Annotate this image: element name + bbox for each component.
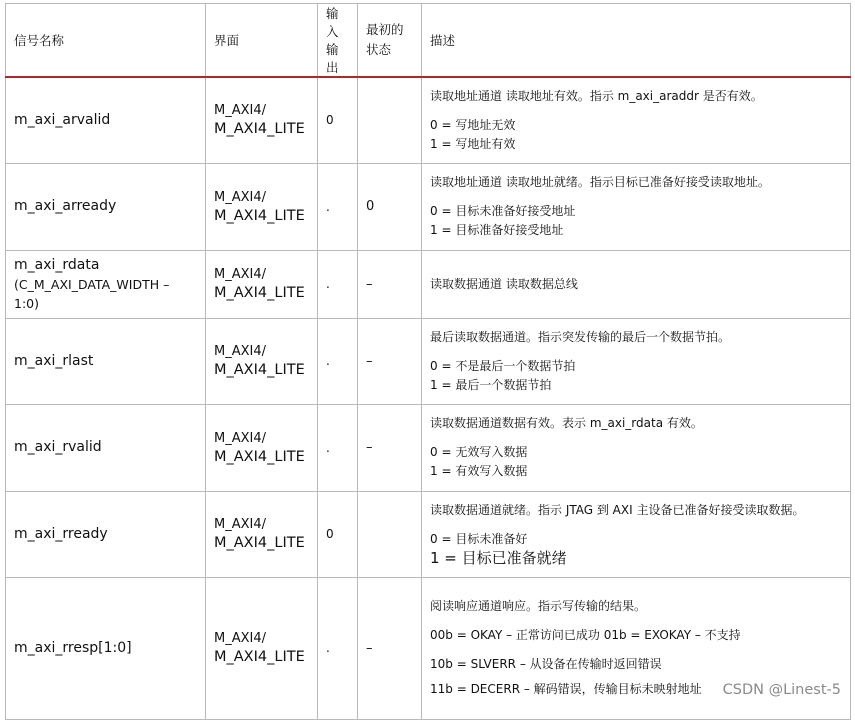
interface-line2: M_AXI4_LITE — [214, 207, 305, 224]
description-line: 0 = 写地址无效 — [430, 117, 516, 132]
interface-line1: M_AXI4/ — [214, 189, 266, 205]
signal-initial-state: – — [358, 318, 422, 404]
interface-line2: M_AXI4_LITE — [214, 362, 305, 378]
description-line: 10b = SLVERR – 从设备在传输时返回错误 — [430, 657, 662, 671]
signal-io: 0 — [318, 491, 358, 577]
signal-name: m_axi_arvalid — [6, 77, 206, 163]
description-line: 0 = 目标未准备好 — [430, 531, 528, 546]
header-initial-state-line2: 状态 — [366, 42, 392, 57]
signal-name: m_axi_arready — [6, 163, 206, 250]
csdn-watermark: CSDN @Linest-5 — [722, 682, 841, 698]
header-initial-state-line1: 最初的 — [366, 22, 404, 37]
description-line: 阅读响应通道响应。指示写传输的结果。 — [430, 599, 647, 613]
signal-interface — [206, 577, 318, 719]
signal-description — [422, 318, 851, 404]
description-line: 1 = 写地址有效 — [430, 136, 516, 151]
table-row — [6, 318, 851, 404]
signal-name — [6, 250, 206, 318]
signal-description — [422, 404, 851, 491]
description-line: 1 = 有效写入数据 — [430, 464, 528, 478]
table-row — [6, 404, 851, 491]
description-line: 读取数据通道数据有效。表示 m_axi_rdata 有效。 — [430, 416, 703, 430]
signal-initial-state: 0 — [358, 163, 422, 250]
interface-line1: M_AXI4/ — [214, 103, 266, 119]
header-interface: 界面 — [206, 4, 318, 78]
signal-initial-state: – — [358, 577, 422, 719]
signal-interface — [206, 318, 318, 404]
description-line: 11b = DECERR – 解码错误，传输目标未映射地址 — [430, 682, 702, 696]
table-row — [6, 77, 851, 163]
interface-line2: M_AXI4_LITE — [214, 649, 305, 665]
table-row — [6, 250, 851, 318]
signal-io: . — [318, 577, 358, 719]
interface-line2: M_AXI4_LITE — [214, 285, 305, 301]
description-line: 1 = 最后一个数据节拍 — [430, 377, 552, 392]
description-line: 读取地址通道 读取地址有效。指示 m_axi_araddr 是否有效。 — [430, 88, 763, 103]
signal-io: 0 — [318, 77, 358, 163]
table-row — [6, 491, 851, 577]
signal-description — [422, 250, 851, 318]
signal-description — [422, 163, 851, 250]
interface-line1: M_AXI4/ — [214, 430, 266, 446]
interface-line1: M_AXI4/ — [214, 267, 266, 282]
signal-initial-state: – — [358, 404, 422, 491]
signal-interface — [206, 491, 318, 577]
description-line: 读取数据通道就绪。指示 JTAG 到 AXI 主设备已准备好接受读取数据。 — [430, 502, 805, 517]
signal-name-width: (C_M_AXI_DATA_WIDTH – — [14, 276, 170, 292]
signal-name: m_axi_rlast — [6, 318, 206, 404]
header-row — [6, 4, 851, 78]
description-line: 1 = 目标已准备就绪 — [430, 548, 567, 567]
description-line: 读取数据通道 读取数据总线 — [430, 276, 578, 291]
description-line: 0 = 无效写入数据 — [430, 445, 528, 459]
signal-initial-state: – — [358, 250, 422, 318]
interface-line2: M_AXI4_LITE — [214, 448, 305, 465]
header-io: 输入输出 — [318, 4, 358, 78]
signal-interface — [206, 250, 318, 318]
signal-name-width-end: 1:0) — [14, 295, 39, 311]
header-initial-state — [358, 4, 422, 78]
signal-initial-state — [358, 77, 422, 163]
signal-description — [422, 77, 851, 163]
signal-name-main: m_axi_rdata — [14, 256, 100, 273]
table-row — [6, 163, 851, 250]
interface-line1: M_AXI4/ — [214, 344, 266, 359]
interface-line1: M_AXI4/ — [214, 631, 266, 646]
interface-line1: M_AXI4/ — [214, 517, 266, 532]
description-line: 0 = 不是最后一个数据节拍 — [430, 358, 576, 373]
interface-line2: M_AXI4_LITE — [214, 535, 305, 551]
description-line: 00b = OKAY – 正常访问已成功 01b = EXOKAY – 不支持 — [430, 628, 741, 642]
signal-io: . — [318, 318, 358, 404]
signal-name: m_axi_rready — [6, 491, 206, 577]
signal-io: . — [318, 404, 358, 491]
description-line: 0 = 目标未准备好接受地址 — [430, 204, 576, 218]
description-line: 最后读取数据通道。指示突发传输的最后一个数据节拍。 — [430, 329, 731, 344]
signal-io: . — [318, 163, 358, 250]
signal-initial-state — [358, 491, 422, 577]
description-line: 读取地址通道 读取地址就绪。指示目标已准备好接受读取地址。 — [430, 175, 770, 189]
signal-table — [5, 3, 851, 720]
signal-interface — [206, 404, 318, 491]
header-description: 描述 — [422, 4, 851, 78]
signal-io: . — [318, 250, 358, 318]
signal-name: m_axi_rresp[1:0] — [6, 577, 206, 719]
header-signal-name: 信号名称 — [6, 4, 206, 78]
interface-line2: M_AXI4_LITE — [214, 121, 305, 138]
signal-name: m_axi_rvalid — [6, 404, 206, 491]
signal-description — [422, 491, 851, 577]
signal-interface — [206, 77, 318, 163]
description-line: 1 = 目标准备好接受地址 — [430, 223, 564, 237]
signal-interface — [206, 163, 318, 250]
